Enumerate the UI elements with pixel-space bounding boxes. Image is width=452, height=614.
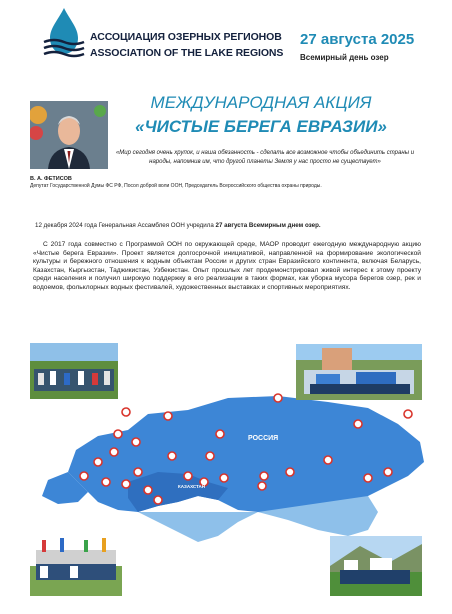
event-name: Всемирный день озер <box>300 53 389 62</box>
map-label-iran: IRAN <box>154 531 164 536</box>
title-line2: «ЧИСТЫЕ БЕРЕГА ЕВРАЗИИ» <box>135 117 387 136</box>
intro-line <box>35 222 435 229</box>
event-date: 27 августа 2025 <box>300 31 415 48</box>
intro-text: 12 декабря 2024 года Генеральная Ассамблея ООН учредила <box>35 222 216 229</box>
author-description: Депутат Государственной Думы ФС РФ, Посол доброй воли ООН, Председатель Всероссийского общества охраны природы. <box>30 183 322 189</box>
intro-bold: 27 августа Всемирным днем озер. <box>215 222 321 229</box>
logo <box>40 6 88 58</box>
map-label-turkey: TURKEY <box>112 513 129 518</box>
org-name-ru: АССОЦИАЦИЯ ОЗЕРНЫХ РЕГИОНОВ <box>90 31 282 43</box>
author-name: В. А. ФЕТИСОВ <box>30 176 72 182</box>
map-label-china: КИТАЙ <box>260 522 280 528</box>
event-photo-bottom-left <box>30 536 122 596</box>
map-label-russia: РОССИЯ <box>248 435 279 442</box>
title-line1: МЕЖДУНАРОДНАЯ АКЦИЯ <box>150 93 372 112</box>
org-name-en: ASSOCIATION OF THE LAKE REGIONS <box>90 47 284 59</box>
event-photo-top-right <box>296 344 422 400</box>
body-paragraph: С 2017 года совместно с Программой ООН по окружающей среде, МАОР проводит ежегодную международную акцию «Чистые берега Евразии». Проект является долгосрочной инициативой, направленной на формирование экологической культуры и бережного отношения к водным объектам России и других стран Евразийского континента, включая Беларусь, Казахстан, Кыргызстан, Таджикистан, Узбекистан. Опыт прошлых лет продемонстрировал живой интерес к этому проекту среди населения и получил широкую поддержку в его реализации в таких формах, как уборка мусора берегов озер, рек и водоемов, фольклорных водных фестивалей, художественных выставках и спортивных мероприятиях. <box>33 241 421 291</box>
event-photo-top-left <box>30 343 118 399</box>
logo-drop-icon <box>40 6 88 58</box>
quote: «Мир сегодня очень хрупок, и наша обязанность - сделать все возможное чтобы объединить страны и народы, напомнив им, что другой планеты Земля у нас просто не существует» <box>115 150 415 165</box>
author-portrait <box>30 101 108 169</box>
map-label-kazakhstan: КАЗАХСТАН <box>178 484 205 489</box>
event-photo-bottom-right <box>330 536 422 596</box>
